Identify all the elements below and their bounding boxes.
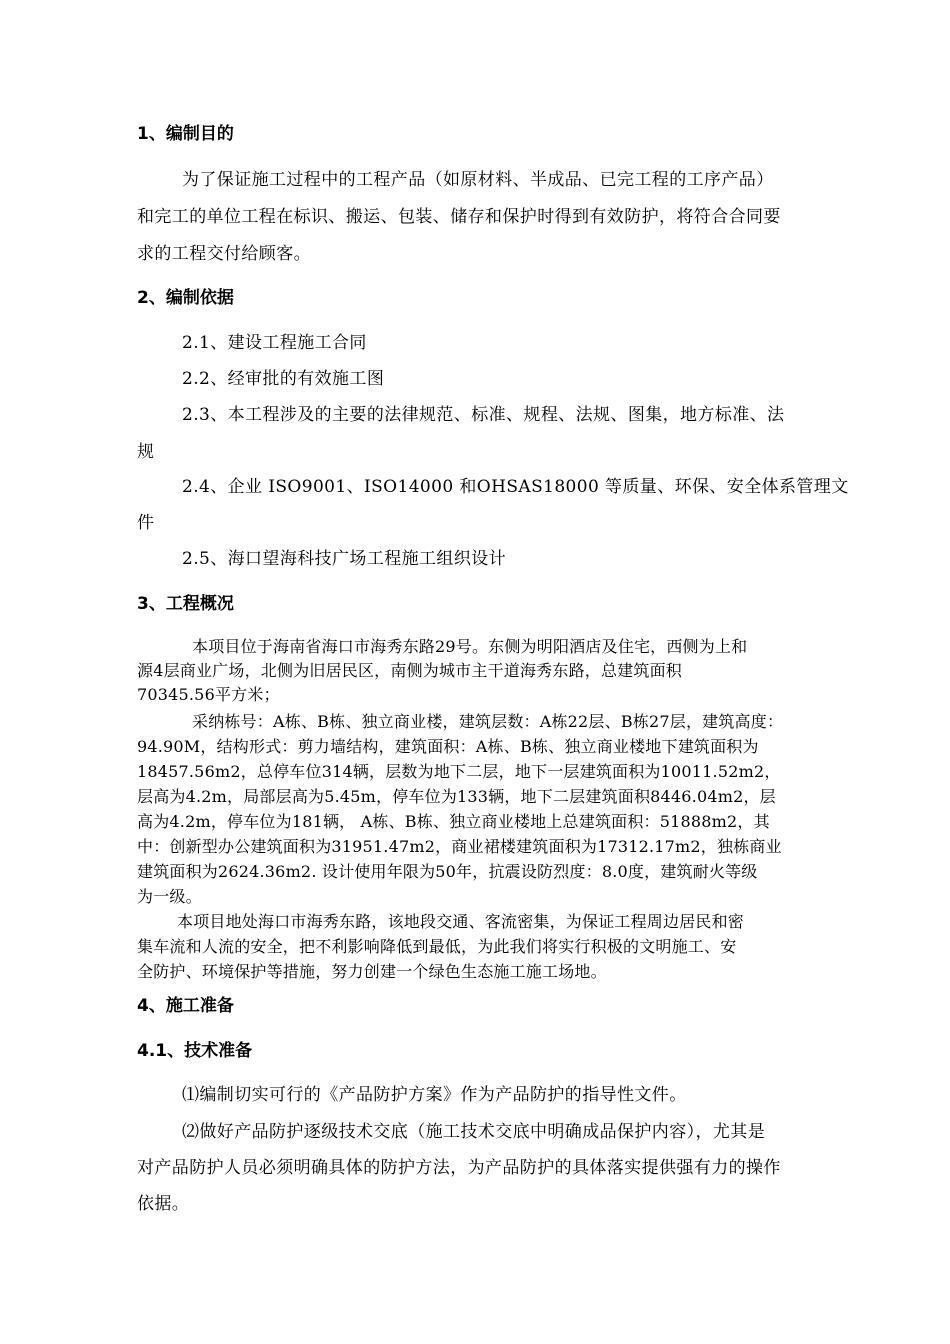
basis-item: 2.2、经审批的有效施工图 (182, 369, 385, 389)
section-heading-purpose: 1、编制目的 (137, 124, 234, 144)
overview-line: 建筑面积为2624.36m2. 设计使用年限为50年，抗震设防烈度：8.0度，建筑耐火等级 (137, 862, 758, 881)
overview-line: 94.90M，结构形式：剪力墙结构，建筑面积：A栋、B栋、独立商业楼地下建筑面积为 (137, 737, 759, 756)
overview-line: 采纳栋号：A栋、B栋、独立商业楼，建筑层数：A栋22层、B栋27层，建筑高度： (192, 712, 784, 731)
section-heading-preparation: 4、施工准备 (137, 996, 234, 1016)
overview-line: 层高为4.2m，局部层高为5.45m，停车位为133辆，地下二层建筑面积8446.04m2，层 (137, 787, 776, 806)
subsection-heading-technical: 4.1、技术准备 (137, 1041, 253, 1061)
paragraph-line: 和完工的单位工程在标识、搬运、包装、储存和保护时得到有效防护，将符合合同要 (137, 207, 781, 227)
overview-line: 高为4.2m，停车位为181辆， A栋、B栋、独立商业楼地上总建筑面积：51888m2，其 (137, 812, 770, 831)
preparation-line: 对产品防护人员必须明确具体的防护方法，为产品防护的具体落实提供强有力的操作 (137, 1158, 781, 1178)
basis-item: 2.5、海口望海科技广场工程施工组织设计 (182, 549, 507, 569)
basis-item-continuation: 规 (137, 442, 155, 462)
paragraph-line: 求的工程交付给顾客。 (137, 244, 311, 264)
section-heading-overview: 3、工程概况 (137, 594, 234, 614)
overview-line: 70345.56平方米； (137, 685, 280, 704)
overview-line: 18457.56m2，总停车位314辆，层数为地下二层，地下一层建筑面积为10011.52m2， (137, 762, 781, 781)
basis-item: 2.3、本工程涉及的主要的法律规范、标准、规程、法规、图集，地方标准、法 (182, 405, 785, 425)
overview-line: 全防护、环境保护等措施，努力创建一个绿色生态施工施工场地。 (137, 962, 607, 981)
paragraph-line: 为了保证施工过程中的工程产品（如原材料、半成品、已完工程的工序产品） (182, 170, 774, 190)
overview-line: 本项目位于海南省海口市海秀东路29号。东侧为明阳酒店及住宅，西侧为上和 (192, 637, 748, 656)
overview-line: 集车流和人流的安全，把不利影响降低到最低，为此我们将实行积极的文明施工、安 (137, 937, 737, 956)
overview-line: 本项目地处海口市海秀东路，该地段交通、客流密集，为保证工程周边居民和密 (177, 912, 745, 931)
preparation-line: ⑵做好产品防护逐级技术交底（施工技术交底中明确成品保护内容），尤其是 (182, 1122, 766, 1142)
preparation-line: ⑴编制切实可行的《产品防护方案》作为产品防护的指导性文件。 (182, 1085, 687, 1105)
basis-item: 2.1、建设工程施工合同 (182, 333, 367, 353)
basis-item: 2.4、企业 ISO9001、ISO14000 和OHSAS18000 等质量、环保、安全体系管理文 (182, 477, 849, 497)
preparation-line: 依据。 (137, 1194, 190, 1214)
overview-line: 中：创新型办公建筑面积为31951.47m2，商业裙楼建筑面积为17312.17m2，独栋商业 (137, 837, 782, 856)
overview-line: 为一级。 (137, 887, 202, 906)
section-heading-basis: 2、编制依据 (137, 288, 234, 308)
basis-item-continuation: 件 (137, 513, 155, 533)
overview-line: 源4层商业广场，北侧为旧居民区，南侧为城市主干道海秀东路，总建筑面积 (137, 661, 682, 680)
